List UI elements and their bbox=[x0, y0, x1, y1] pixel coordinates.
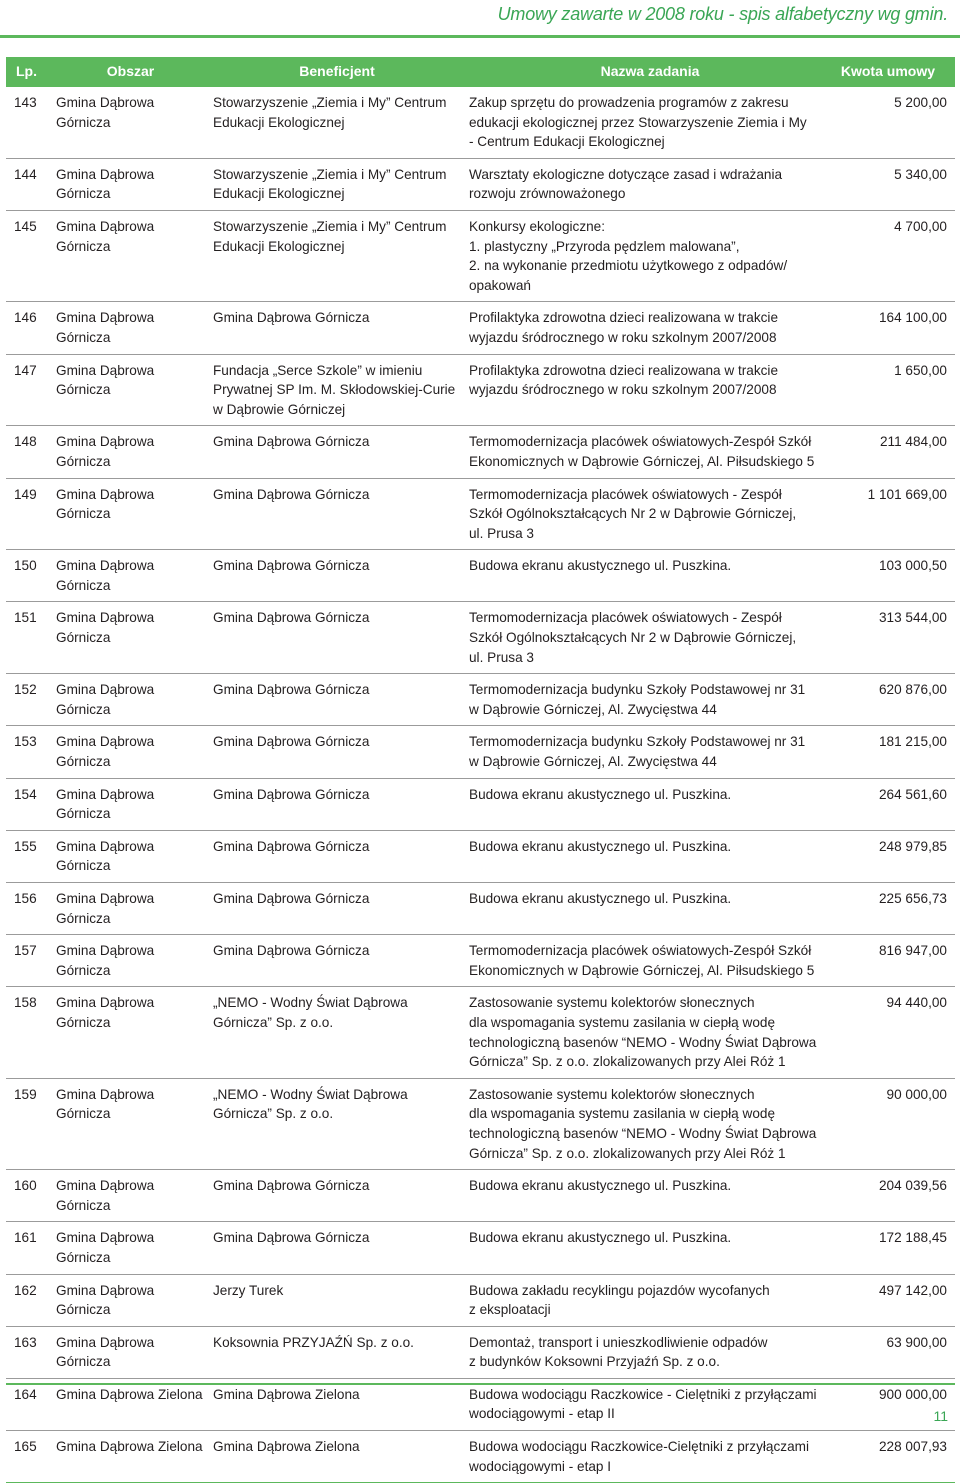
cell-lp: 164 bbox=[14, 1386, 37, 1402]
cell-task: Zakup sprzętu do prowadzenia programów z zakresu edukacji ekologicznej przez Stowarzyszenie Ziemia i My - Centrum Edukacji Ekologicznej bbox=[469, 95, 807, 150]
cell-lp: 153 bbox=[14, 734, 37, 750]
table-row bbox=[6, 1078, 955, 1169]
table-row bbox=[6, 987, 955, 1078]
table-row bbox=[6, 1326, 955, 1378]
cell-beneficiary: Gmina Dąbrowa Górnicza bbox=[213, 610, 370, 626]
table-row bbox=[6, 778, 955, 830]
cell-amount: 5 200,00 bbox=[894, 95, 947, 110]
cell-task: Termomodernizacja placówek oświatowych - Zespół Szkół Ogólnokształcących Nr 2 w Dąbrowie Górniczej, ul. Prusa 3 bbox=[469, 486, 797, 541]
cell-area: Gmina Dąbrowa Górnicza bbox=[56, 218, 155, 254]
column-header-task: Nazwa zadania bbox=[465, 57, 835, 87]
table-row bbox=[6, 354, 955, 426]
table-row bbox=[6, 1274, 955, 1326]
cell-task: Warsztaty ekologiczne dotyczące zasad i wdrażania rozwoju zrównoważonego bbox=[469, 166, 783, 202]
cell-amount: 204 039,56 bbox=[878, 1178, 947, 1194]
cell-amount: 94 440,00 bbox=[886, 995, 947, 1011]
cell-task: Budowa wodociągu Raczkowice-Cielętniki z przyłączami wodociągowymi - etap I bbox=[469, 1439, 809, 1474]
cell-beneficiary: Gmina Dąbrowa Górnicza bbox=[213, 734, 370, 750]
cell-lp: 155 bbox=[14, 838, 37, 854]
cell-beneficiary: „NEMO - Wodny Świat Dąbrowa Górnicza” Sp. z o.o. bbox=[213, 1086, 408, 1122]
table-body bbox=[6, 87, 955, 1483]
cell-beneficiary: Gmina Dąbrowa Górnicza bbox=[213, 838, 370, 854]
table-row bbox=[6, 302, 955, 354]
column-header-lp: Lp. bbox=[6, 57, 52, 87]
cell-beneficiary: Gmina Dąbrowa Górnicza bbox=[213, 943, 370, 959]
cell-task: Demontaż, transport i unieszkodliwienie odpadów z budynków Koksowni Przyjaźń Sp. z o.o. bbox=[469, 1334, 768, 1370]
cell-area: Gmina Dąbrowa Górnicza bbox=[56, 362, 155, 398]
cell-beneficiary: Gmina Dąbrowa Górnicza bbox=[213, 1178, 370, 1194]
cell-task: Termomodernizacja budynku Szkoły Podstawowej nr 31 w Dąbrowie Górniczej, Al. Zwycięstwa 44 bbox=[469, 682, 806, 717]
cell-amount: 900 000,00 bbox=[878, 1386, 947, 1402]
cell-area: Gmina Dąbrowa Górnicza bbox=[56, 838, 155, 874]
contracts-table bbox=[6, 57, 955, 1483]
cell-beneficiary: Stowarzyszenie „Ziemia i My” Centrum Edukacji Ekologicznej bbox=[213, 166, 447, 202]
cell-area: Gmina Dąbrowa Górnicza bbox=[56, 682, 155, 717]
cell-area: Gmina Dąbrowa Zielona bbox=[56, 1439, 203, 1455]
cell-lp: 160 bbox=[14, 1178, 37, 1194]
cell-beneficiary: Stowarzyszenie „Ziemia i My” Centrum Edukacji Ekologicznej bbox=[213, 95, 447, 130]
cell-area: Gmina Dąbrowa Górnicza bbox=[56, 891, 155, 926]
page-number: 11 bbox=[933, 1408, 948, 1424]
cell-area: Gmina Dąbrowa Zielona bbox=[56, 1386, 203, 1402]
cell-task: Termomodernizacja budynku Szkoły Podstawowej nr 31 w Dąbrowie Górniczej, Al. Zwycięstwa 44 bbox=[469, 734, 806, 770]
cell-area: Gmina Dąbrowa Górnicza bbox=[56, 786, 155, 822]
cell-area: Gmina Dąbrowa Górnicza bbox=[56, 486, 155, 522]
table-row bbox=[6, 1170, 955, 1222]
cell-beneficiary: Koksownia PRZYJAŹŃ Sp. z o.o. bbox=[213, 1334, 414, 1350]
cell-amount: 63 900,00 bbox=[886, 1334, 947, 1350]
column-header-beneficiary: Beneficjent bbox=[209, 57, 465, 87]
cell-amount: 248 979,85 bbox=[878, 838, 947, 854]
cell-beneficiary: „NEMO - Wodny Świat Dąbrowa Górnicza” Sp. z o.o. bbox=[213, 995, 408, 1030]
table-row bbox=[6, 478, 955, 550]
cell-task: Termomodernizacja placówek oświatowych-Zespół Szkół Ekonomicznych w Dąbrowie Górniczej, Al. Piłsudskiego 5 bbox=[469, 434, 815, 469]
cell-task: Budowa wodociągu Raczkowice - Cielętniki z przyłączami wodociągowymi - etap II bbox=[469, 1386, 817, 1422]
cell-task: Budowa ekranu akustycznego ul. Puszkina. bbox=[469, 1178, 732, 1194]
cell-task: Budowa ekranu akustycznego ul. Puszkina. bbox=[469, 786, 732, 802]
cell-lp: 143 bbox=[14, 95, 37, 110]
table-row bbox=[6, 674, 955, 726]
cell-amount: 103 000,50 bbox=[878, 558, 947, 574]
cell-area: Gmina Dąbrowa Górnicza bbox=[56, 734, 155, 770]
cell-beneficiary: Gmina Dąbrowa Zielona bbox=[213, 1386, 360, 1402]
cell-lp: 159 bbox=[14, 1086, 37, 1102]
cell-lp: 150 bbox=[14, 558, 37, 574]
column-header-area: Obszar bbox=[52, 57, 209, 87]
cell-task: Termomodernizacja placówek oświatowych-Zespół Szkół Ekonomicznych w Dąbrowie Górniczej, Al. Piłsudskiego 5 bbox=[469, 943, 815, 978]
cell-beneficiary: Gmina Dąbrowa Górnicza bbox=[213, 682, 370, 698]
cell-amount: 5 340,00 bbox=[894, 166, 947, 182]
cell-beneficiary: Gmina Dąbrowa Górnicza bbox=[213, 891, 370, 906]
cell-beneficiary: Gmina Dąbrowa Górnicza bbox=[213, 310, 370, 326]
cell-area: Gmina Dąbrowa Górnicza bbox=[56, 95, 155, 130]
cell-beneficiary: Gmina Dąbrowa Górnicza bbox=[213, 1230, 370, 1246]
cell-lp: 145 bbox=[14, 218, 37, 234]
table-row bbox=[6, 158, 955, 210]
table-header bbox=[6, 57, 955, 87]
table-row bbox=[6, 210, 955, 301]
table-row bbox=[6, 830, 955, 882]
cell-amount: 90 000,00 bbox=[886, 1086, 947, 1102]
table-row bbox=[6, 726, 955, 778]
cell-beneficiary: Gmina Dąbrowa Górnicza bbox=[213, 434, 370, 450]
cell-amount: 172 188,45 bbox=[878, 1230, 947, 1246]
table-row bbox=[6, 1431, 955, 1483]
cell-amount: 181 215,00 bbox=[878, 734, 947, 750]
table-row bbox=[6, 87, 955, 158]
table-row bbox=[6, 1222, 955, 1274]
column-header-amount: Kwota umowy bbox=[835, 57, 955, 87]
cell-lp: 156 bbox=[14, 891, 37, 906]
cell-amount: 225 656,73 bbox=[878, 891, 947, 906]
cell-lp: 148 bbox=[14, 434, 37, 450]
cell-beneficiary: Gmina Dąbrowa Górnicza bbox=[213, 558, 370, 574]
cell-lp: 158 bbox=[14, 995, 37, 1011]
cell-area: Gmina Dąbrowa Górnicza bbox=[56, 1334, 155, 1370]
table-row bbox=[6, 1378, 955, 1430]
cell-amount: 264 561,60 bbox=[878, 786, 947, 802]
cell-amount: 4 700,00 bbox=[894, 218, 947, 234]
cell-amount: 1 101 669,00 bbox=[867, 486, 947, 502]
cell-area: Gmina Dąbrowa Górnicza bbox=[56, 166, 155, 202]
cell-lp: 161 bbox=[14, 1230, 37, 1246]
cell-area: Gmina Dąbrowa Górnicza bbox=[56, 1282, 155, 1318]
cell-amount: 164 100,00 bbox=[878, 310, 947, 326]
cell-area: Gmina Dąbrowa Górnicza bbox=[56, 434, 155, 469]
cell-task: Profilaktyka zdrowotna dzieci realizowana w trakcie wyjazdu śródrocznego w roku szkolnym 2007/2008 bbox=[469, 362, 779, 398]
cell-task: Zastosowanie systemu kolektorów słonecznych dla wspomagania systemu zasilania w ciepłą wodę technologiczną basenów “NEMO - Wodny Świat Dąbrowa Górnicza” Sp. z o.o. zlokalizowanych przy Alei Róż 1 bbox=[469, 1086, 817, 1161]
cell-area: Gmina Dąbrowa Górnicza bbox=[56, 1230, 155, 1265]
page-title: Umowy zawarte w 2008 roku - spis alfabetyczny wg gmin. bbox=[497, 4, 948, 24]
table-row bbox=[6, 602, 955, 674]
cell-task: Konkursy ekologiczne: 1. plastyczny „Przyroda pędzlem malowana”, 2. na wykonanie przedmiotu użytkowego z odpadów/ opakowań bbox=[469, 218, 788, 293]
cell-beneficiary: Gmina Dąbrowa Górnicza bbox=[213, 786, 370, 802]
header-row bbox=[6, 57, 955, 87]
cell-area: Gmina Dąbrowa Górnicza bbox=[56, 943, 155, 978]
cell-beneficiary: Jerzy Turek bbox=[213, 1282, 284, 1298]
cell-area: Gmina Dąbrowa Górnicza bbox=[56, 995, 155, 1030]
cell-lp: 151 bbox=[14, 610, 37, 626]
header-divider bbox=[0, 35, 960, 38]
cell-area: Gmina Dąbrowa Górnicza bbox=[56, 1086, 155, 1122]
table-row bbox=[6, 935, 955, 987]
cell-lp: 165 bbox=[14, 1439, 37, 1455]
cell-lp: 146 bbox=[14, 310, 37, 326]
footer-divider bbox=[6, 1383, 955, 1385]
cell-lp: 152 bbox=[14, 682, 37, 698]
cell-lp: 157 bbox=[14, 943, 37, 959]
table-row bbox=[6, 550, 955, 602]
cell-lp: 144 bbox=[14, 166, 37, 182]
cell-amount: 620 876,00 bbox=[878, 682, 947, 698]
cell-amount: 228 007,93 bbox=[878, 1439, 947, 1455]
cell-task: Budowa ekranu akustycznego ul. Puszkina. bbox=[469, 558, 732, 574]
cell-area: Gmina Dąbrowa Górnicza bbox=[56, 310, 155, 345]
cell-lp: 149 bbox=[14, 486, 37, 502]
cell-amount: 211 484,00 bbox=[879, 434, 947, 450]
cell-lp: 162 bbox=[14, 1282, 37, 1298]
table-row bbox=[6, 426, 955, 478]
cell-task: Budowa zakładu recyklingu pojazdów wycofanych z eksploatacji bbox=[469, 1282, 770, 1318]
cell-beneficiary: Gmina Dąbrowa Zielona bbox=[213, 1439, 360, 1455]
cell-amount: 497 142,00 bbox=[878, 1282, 947, 1298]
cell-task: Budowa ekranu akustycznego ul. Puszkina. bbox=[469, 1230, 732, 1246]
cell-area: Gmina Dąbrowa Górnicza bbox=[56, 558, 155, 593]
cell-lp: 147 bbox=[14, 362, 37, 378]
cell-amount: 816 947,00 bbox=[878, 943, 947, 959]
cell-beneficiary: Gmina Dąbrowa Górnicza bbox=[213, 486, 370, 502]
cell-area: Gmina Dąbrowa Górnicza bbox=[56, 1178, 155, 1213]
cell-beneficiary: Stowarzyszenie „Ziemia i My” Centrum Edukacji Ekologicznej bbox=[213, 218, 447, 254]
cell-area: Gmina Dąbrowa Górnicza bbox=[56, 610, 155, 646]
cell-lp: 154 bbox=[14, 786, 37, 802]
cell-lp: 163 bbox=[14, 1334, 37, 1350]
cell-task: Termomodernizacja placówek oświatowych - Zespół Szkół Ogólnokształcących Nr 2 w Dąbrowie Górniczej, ul. Prusa 3 bbox=[469, 610, 797, 665]
cell-task: Profilaktyka zdrowotna dzieci realizowana w trakcie wyjazdu śródrocznego w roku szkolnym 2007/2008 bbox=[469, 310, 779, 345]
table-row bbox=[6, 883, 955, 935]
cell-task: Budowa ekranu akustycznego ul. Puszkina. bbox=[469, 838, 732, 854]
cell-amount: 1 650,00 bbox=[894, 362, 947, 378]
cell-task: Zastosowanie systemu kolektorów słonecznych dla wspomagania systemu zasilania w ciepłą wodę technologiczną basenów “NEMO - Wodny Świat Dąbrowa Górnicza” Sp. z o.o. zlokalizowanych przy Alei Róż 1 bbox=[469, 995, 817, 1070]
cell-beneficiary: Fundacja „Serce Szkole” w imieniu Prywatnej SP Im. M. Skłodowskiej-Curie w Dąbrowie Górniczej bbox=[213, 362, 456, 417]
cell-task: Budowa ekranu akustycznego ul. Puszkina. bbox=[469, 891, 732, 906]
cell-amount: 313 544,00 bbox=[878, 610, 947, 626]
